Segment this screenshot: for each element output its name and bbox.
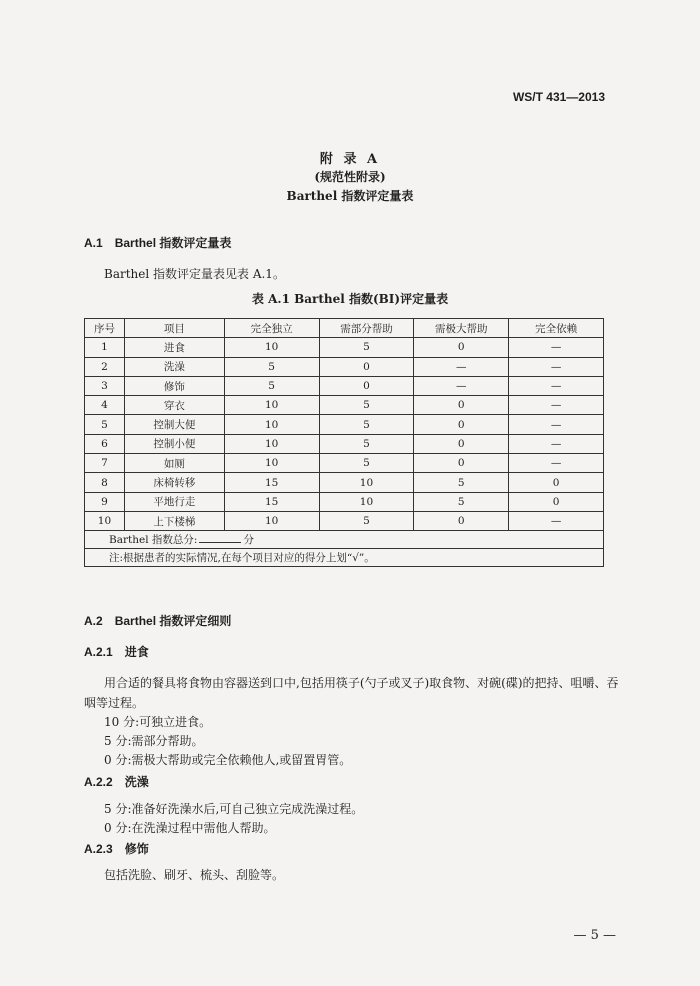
table-cell: 5 <box>319 454 414 473</box>
header-cell: 项目 <box>124 319 224 338</box>
barthel-table <box>84 318 604 567</box>
table-cell: 10 <box>85 511 125 530</box>
table-cell: 修饰 <box>124 376 224 395</box>
section-number: A.2 <box>84 614 103 628</box>
table-row <box>85 473 604 492</box>
table-cell: 5 <box>224 357 319 376</box>
section-number: A.2.3 <box>84 842 113 856</box>
section-a2-heading <box>84 612 231 629</box>
table-note: 注:根据患者的实际情况,在每个项目对应的得分上划“√”。 <box>85 549 604 567</box>
table-cell: — <box>414 357 509 376</box>
table-cell: 穿衣 <box>124 396 224 415</box>
table-cell: 0 <box>509 492 604 511</box>
table-cell: 0 <box>414 338 509 357</box>
table-row <box>85 376 604 395</box>
header-cell: 完全独立 <box>224 319 319 338</box>
total-score-unit: 分 <box>243 534 254 547</box>
table-cell: 0 <box>319 357 414 376</box>
table-cell: 10 <box>224 396 319 415</box>
page-number: — 5 — <box>573 928 616 943</box>
table-cell: 1 <box>85 338 125 357</box>
table-cell: 控制小便 <box>124 434 224 453</box>
table-header-row <box>85 319 604 338</box>
table-cell: 如厕 <box>124 454 224 473</box>
section-a23-heading <box>84 840 149 857</box>
section-a23-desc: 包括洗脸、刷牙、梳头、刮脸等。 <box>104 868 285 882</box>
table-row <box>85 357 604 376</box>
table-cell: 0 <box>414 396 509 415</box>
table-cell: — <box>509 338 604 357</box>
table-cell: — <box>509 415 604 434</box>
list-item: 5 分:需部分帮助。 <box>104 734 204 748</box>
section-number: A.2.1 <box>84 645 113 659</box>
table-cell: 5 <box>319 511 414 530</box>
table-cell: 5 <box>414 473 509 492</box>
table-row <box>85 434 604 453</box>
table-cell: — <box>509 396 604 415</box>
list-item: 10 分:可独立进食。 <box>104 715 212 729</box>
table-row <box>85 454 604 473</box>
section-a21-desc-line2: 咽等过程。 <box>84 696 145 710</box>
table-cell: 0 <box>414 511 509 530</box>
table-cell: 0 <box>319 376 414 395</box>
table-title: 表 A.1 Barthel 指数(BI)评定量表 <box>251 292 449 306</box>
section-a22-heading <box>84 773 149 790</box>
table-cell: 10 <box>224 434 319 453</box>
table-row <box>85 415 604 434</box>
table-cell: 9 <box>85 492 125 511</box>
table-cell: 洗澡 <box>124 357 224 376</box>
table-cell: 7 <box>85 454 125 473</box>
appendix-title: 附 录 A <box>319 152 381 167</box>
table-cell: 10 <box>319 473 414 492</box>
table-note-row <box>85 549 604 567</box>
section-number: A.1 <box>84 236 103 250</box>
table-row <box>85 396 604 415</box>
table-cell: 5 <box>319 396 414 415</box>
table-cell: — <box>414 376 509 395</box>
header-cell: 需部分帮助 <box>319 319 414 338</box>
table-cell: 10 <box>319 492 414 511</box>
table-cell: 0 <box>509 473 604 492</box>
table-row <box>85 511 604 530</box>
table-cell: — <box>509 454 604 473</box>
table-cell: 4 <box>85 396 125 415</box>
section-title: Barthel 指数评定细则 <box>114 614 232 628</box>
appendix-name: Barthel 指数评定量表 <box>286 189 414 203</box>
section-a1-intro: Barthel 指数评定量表见表 A.1。 <box>104 267 285 281</box>
section-title: Barthel 指数评定量表 <box>114 236 232 250</box>
table-cell: 10 <box>224 338 319 357</box>
table-cell: 床椅转移 <box>124 473 224 492</box>
table-total-row <box>85 531 604 549</box>
table-cell: — <box>509 434 604 453</box>
table-cell: 8 <box>85 473 125 492</box>
table-cell: 5 <box>319 338 414 357</box>
table-cell: 平地行走 <box>124 492 224 511</box>
table-cell: 10 <box>224 454 319 473</box>
list-item: 5 分:准备好洗澡水后,可自己独立完成洗澡过程。 <box>104 802 364 816</box>
table-cell: 10 <box>224 415 319 434</box>
header-cell: 需极大帮助 <box>414 319 509 338</box>
table-cell: 5 <box>414 492 509 511</box>
section-a21-heading <box>84 643 149 660</box>
table-cell: — <box>509 376 604 395</box>
table-cell: 3 <box>85 376 125 395</box>
table-cell: 5 <box>319 415 414 434</box>
section-a1-heading <box>84 234 231 251</box>
list-item: 0 分:需极大帮助或完全依赖他人,或留置胃管。 <box>104 753 352 767</box>
total-score-blank <box>199 532 241 543</box>
table-cell: 5 <box>85 415 125 434</box>
header-cell: 序号 <box>85 319 125 338</box>
table-cell: 进食 <box>124 338 224 357</box>
table-cell: 6 <box>85 434 125 453</box>
table-cell: 控制大便 <box>124 415 224 434</box>
table-cell: — <box>509 511 604 530</box>
table-row <box>85 338 604 357</box>
list-item: 0 分:在洗澡过程中需他人帮助。 <box>104 821 276 835</box>
table-cell: 0 <box>414 434 509 453</box>
table-cell: — <box>509 357 604 376</box>
section-title: 修饰 <box>124 842 149 856</box>
section-number: A.2.2 <box>84 775 113 789</box>
table-cell: 0 <box>414 454 509 473</box>
table-cell: 15 <box>224 492 319 511</box>
table-cell: 0 <box>414 415 509 434</box>
table-cell: 5 <box>319 434 414 453</box>
table-row <box>85 492 604 511</box>
table-cell: 5 <box>224 376 319 395</box>
section-title: 洗澡 <box>124 775 149 789</box>
appendix-subtitle: (规范性附录) <box>314 170 386 184</box>
section-title: 进食 <box>124 645 149 659</box>
total-score-label: Barthel 指数总分: <box>109 534 198 547</box>
table-cell: 上下楼梯 <box>124 511 224 530</box>
standard-code: WS/T 431—2013 <box>512 90 605 104</box>
table-cell: 2 <box>85 357 125 376</box>
header-cell: 完全依赖 <box>509 319 604 338</box>
total-score-cell <box>85 531 604 549</box>
table-cell: 10 <box>224 511 319 530</box>
section-a21-desc-line1: 用合适的餐具将食物由容器送到口中,包括用筷子(勺子或叉子)取食物、对碗(碟)的把持、咀嚼、吞 <box>104 676 619 690</box>
table-cell: 15 <box>224 473 319 492</box>
